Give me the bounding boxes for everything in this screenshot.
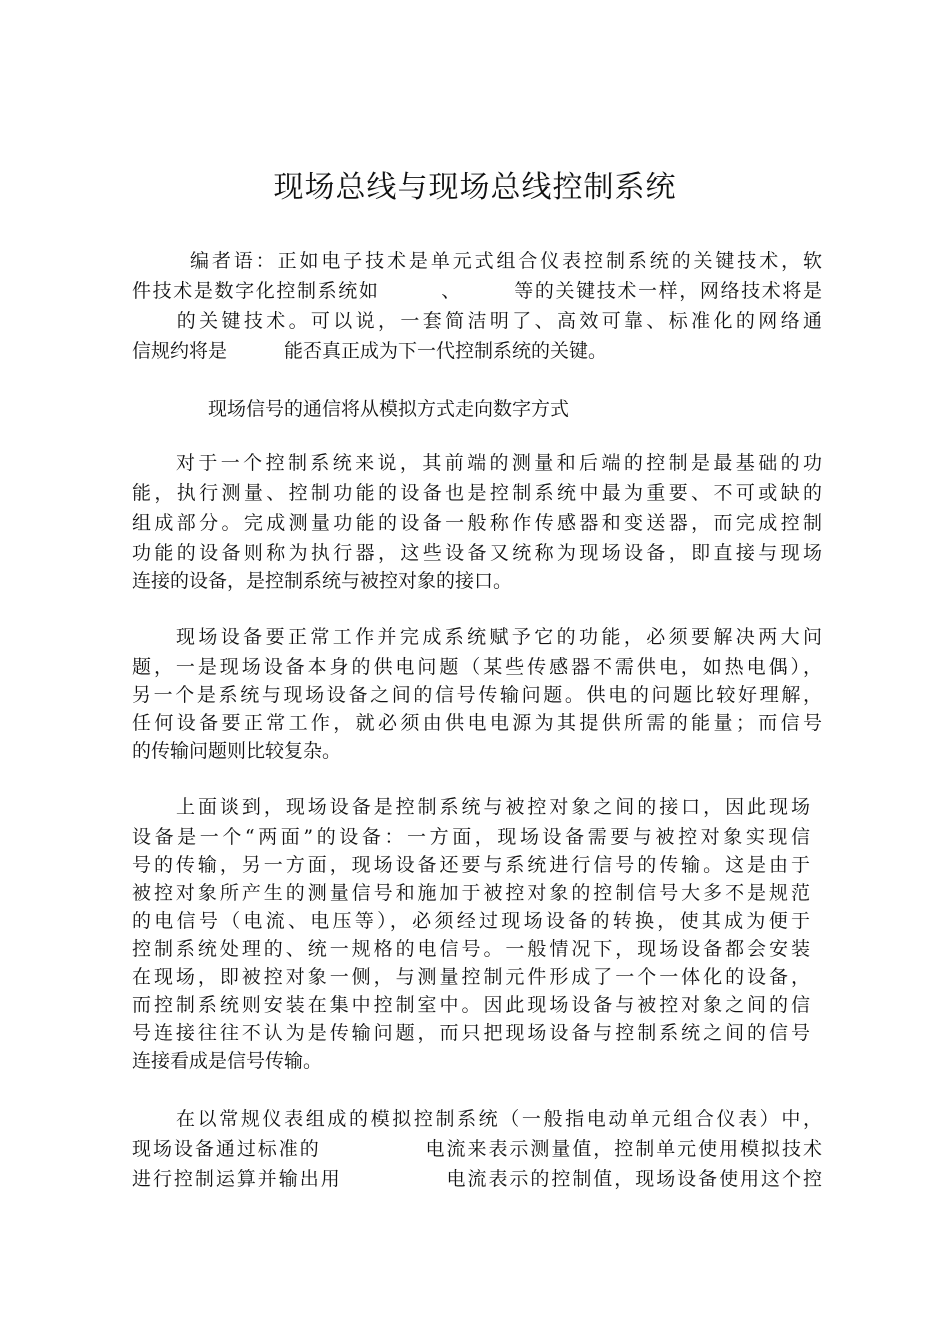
paragraph-line: 的传输问题则比较复杂。 [132,740,342,762]
editor-note-line: 的关键技术。可以说，一套简洁明了、高效可靠、标准化的网络通 [132,310,822,332]
paragraph-line: 而控制系统则安装在集中控制室中。因此现场设备与被控对象之间的信 [132,994,810,1016]
editor-note-line: 编者语：正如电子技术是单元式组合仪表控制系统的关键技术，软 [190,250,822,272]
editor-note-line: 件技术是数字化控制系统如 、 等的关键技术一样，网络技术将是 [132,280,822,302]
paragraph-line: 现场设备通过标准的 电流来表示测量值，控制单元使用模拟技术 [132,1138,822,1160]
paragraph-line: 功能的设备则称为执行器，这些设备又统称为现场设备，即直接与现场 [132,542,822,564]
paragraph-line: 在现场，即被控对象一侧，与测量控制元件形成了一个一体化的设备， [132,966,810,988]
paragraph-line: 现场设备要正常工作并完成系统赋予它的功能，必须要解决两大问 [176,626,822,648]
paragraph-line: 进行控制运算并输出用 电流表示的控制值，现场设备使用这个控 [132,1168,822,1190]
paragraph-line: 连接的设备，是控制系统与被控对象的接口。 [132,570,513,592]
paragraph-line: 对于一个控制系统来说，其前端的测量和后端的控制是最基础的功 [176,452,822,474]
editor-note-line: 信规约将是 能否真正成为下一代控制系统的关键。 [132,340,608,362]
paragraph-line: 被控对象所产生的测量信号和施加于被控对象的控制信号大多不是规范 [132,882,810,904]
paragraph-line: 组成部分。完成测量功能的设备一般称作传感器和变送器，而完成控制 [132,512,822,534]
document-title: 现场总线与现场总线控制系统 [273,170,677,205]
paragraph-line: 连接看成是信号传输。 [132,1050,323,1072]
section-heading: 现场信号的通信将从模拟方式走向数字方式 [208,398,570,420]
paragraph-line: 号的传输，另一方面，现场设备还要与系统进行信号的传输。这是由于 [132,854,810,876]
paragraph-line: 能，执行测量、控制功能的设备也是控制系统中最为重要、不可或缺的 [132,482,822,504]
paragraph-line: 控制系统处理的、统一规格的电信号。一般情况下，现场设备都会安装 [132,938,810,960]
paragraph-line: 题，一是现场设备本身的供电问题（某些传感器不需供电，如热电偶）， [132,656,822,678]
paragraph-line: 号连接往往不认为是传输问题，而只把现场设备与控制系统之间的信号 [132,1022,810,1044]
paragraph-line: 另一个是系统与现场设备之间的信号传输问题。供电的问题比较好理解， [132,684,822,706]
paragraph-line: 的电信号（电流、电压等），必须经过现场设备的转换，使其成为便于 [132,910,810,932]
paragraph-line: 设备是一个“两面”的设备：一方面，现场设备需要与被控对象实现信 [132,826,810,848]
paragraph-line: 上面谈到，现场设备是控制系统与被控对象之间的接口，因此现场 [176,796,810,818]
paragraph-line: 任何设备要正常工作，就必须由供电电源为其提供所需的能量；而信号 [132,712,822,734]
paragraph-line: 在以常规仪表组成的模拟控制系统（一般指电动单元组合仪表）中， [176,1108,822,1130]
